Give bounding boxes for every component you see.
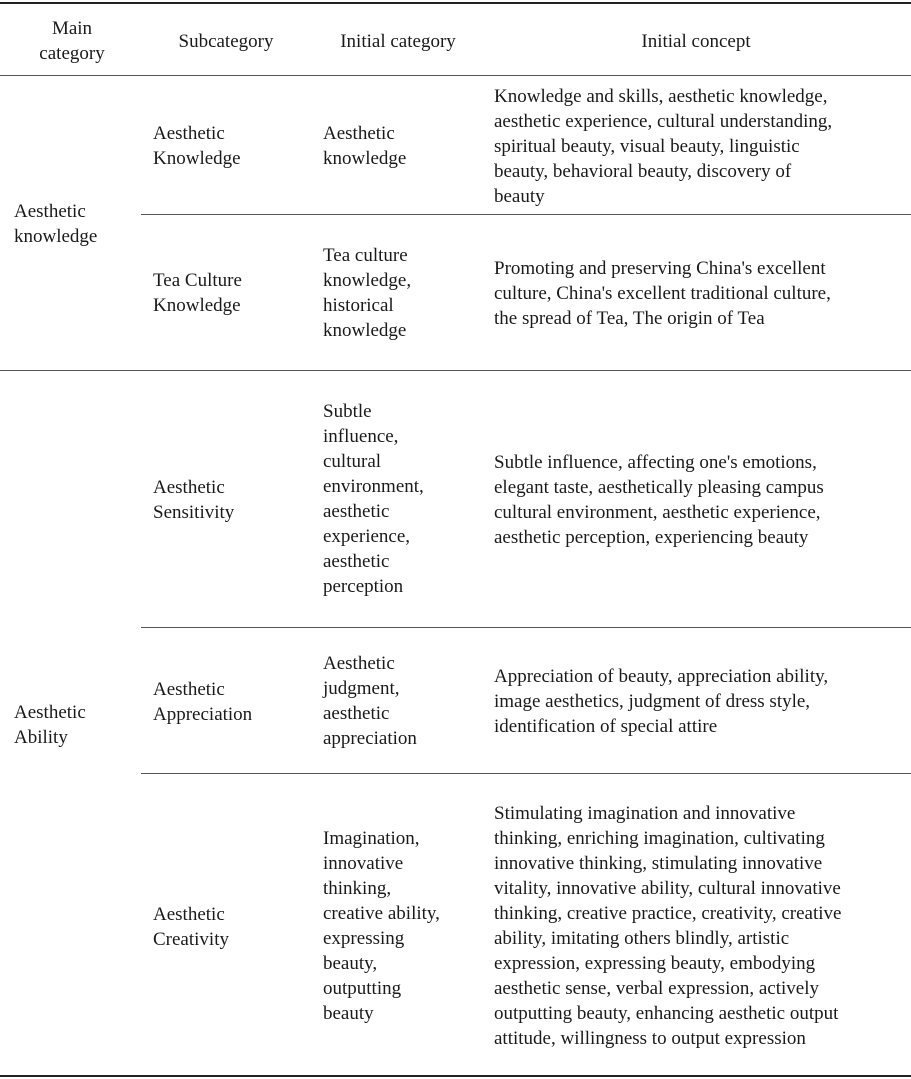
header-initial-category: Initial category xyxy=(340,31,456,52)
subcategory-cell: Aesthetic Creativity xyxy=(153,904,229,950)
row-divider xyxy=(141,773,911,774)
header-initial-concept: Initial concept xyxy=(641,31,751,52)
initial-concept-cell: Knowledge and skills, aesthetic knowledge, aesthetic experience, cultural understanding, spiritual beauty, visual beauty, linguistic beauty, behavioral beauty, discovery of beauty xyxy=(494,86,833,207)
initial-concept-cell: Subtle influence, affecting one's emotions, elegant taste, aesthetically pleasing campus cultural environment, aesthetic experience, aesthetic perception, experiencing beauty xyxy=(494,452,824,548)
initial-category-cell: Imagination, innovative thinking, creative ability, expressing beauty, outputting beauty xyxy=(323,828,440,1024)
main-category-cell: Aesthetic Ability xyxy=(14,702,86,748)
initial-category-cell: Aesthetic knowledge xyxy=(323,123,407,169)
row-divider xyxy=(141,627,911,628)
initial-concept-cell: Stimulating imagination and innovative thinking, enriching imagination, cultivating innovative thinking, stimulating innovative vitality, innovative ability, cultural innovative thinking, creative practice, creativity, creative ability, imitating others blindly, artistic expression, expressing beauty, embodying aesthetic sense, verbal expression, actively outputting beauty, enhancing aesthetic output attitude, willingness to output expression xyxy=(494,803,842,1049)
subcategory-cell: Tea Culture Knowledge xyxy=(153,270,242,316)
subcategory-cell: Aesthetic Sensitivity xyxy=(153,477,235,523)
main-category-cell: Aesthetic knowledge xyxy=(14,201,98,247)
header-subcategory: Subcategory xyxy=(178,31,274,52)
initial-concept-cell: Promoting and preserving China's excellent culture, China's excellent traditional culture, the spread of Tea, The origin of Tea xyxy=(494,258,831,329)
initial-category-cell: Subtle influence, cultural environment, aesthetic experience, aesthetic perception xyxy=(323,401,424,597)
header-rule xyxy=(0,75,911,76)
initial-concept-cell: Appreciation of beauty, appreciation ability, image aesthetics, judgment of dress style, identification of special attire xyxy=(494,666,829,737)
subcategory-cell: Aesthetic Appreciation xyxy=(153,679,253,725)
header-main-category: Main category xyxy=(39,18,105,64)
row-divider xyxy=(141,214,911,215)
initial-category-cell: Aesthetic judgment, aesthetic appreciation xyxy=(323,653,417,749)
group-rule xyxy=(0,370,911,371)
subcategory-cell: Aesthetic Knowledge xyxy=(153,123,241,169)
initial-category-cell: Tea culture knowledge, historical knowledge xyxy=(323,245,412,341)
bottom-rule xyxy=(0,1075,911,1077)
top-rule xyxy=(0,2,911,4)
